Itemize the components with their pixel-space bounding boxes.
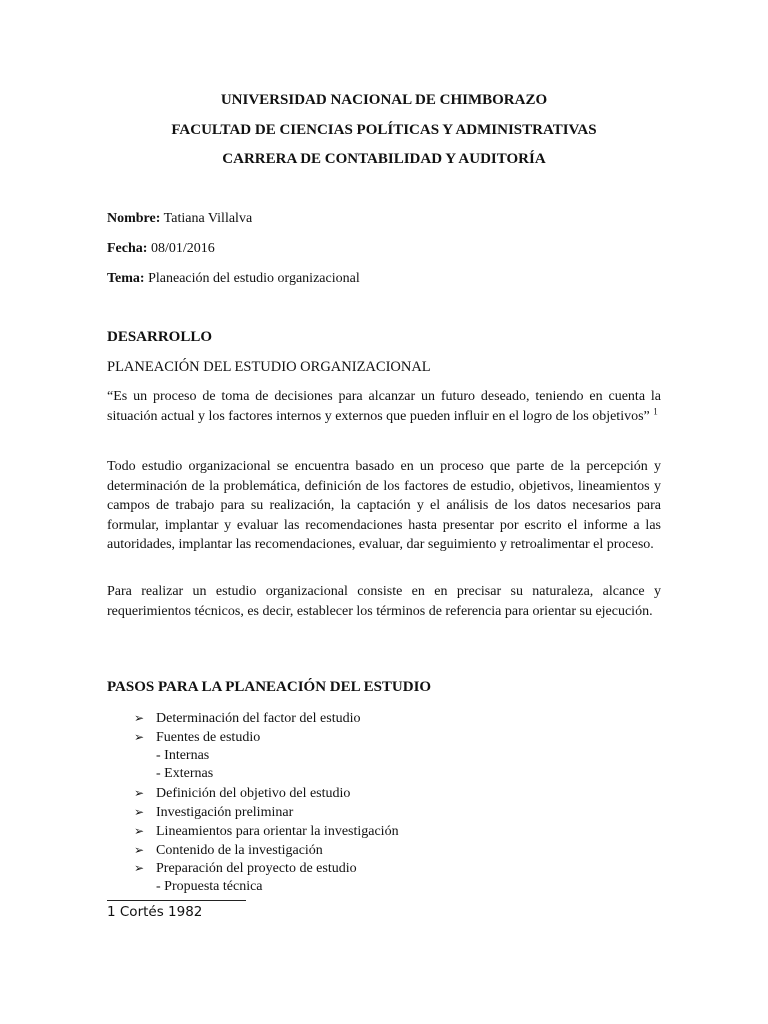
name-label: Nombre:: [107, 211, 161, 226]
list-item: ➢ Lineamientos para orientar la investigación: [134, 823, 399, 839]
topic-value: Planeación del estudio organizacional: [148, 271, 360, 286]
quote-text: “Es un proceso de toma de decisiones para alcanzar un futuro deseado, teniendo en cuenta la situación actual y los factores internos y externos que pueden influir en el logro de los objetivos”: [107, 389, 661, 424]
name-value: Tatiana Villalva: [163, 211, 253, 226]
university-title: UNIVERSIDAD NACIONAL DE CHIMBORAZO: [220, 92, 548, 108]
list-item: ➢ Definición del objetivo del estudio: [134, 786, 351, 802]
date-label: Fecha:: [107, 241, 148, 256]
topic-label: Tema:: [107, 271, 145, 286]
list-item: ➢ Preparación del proyecto de estudio: [134, 861, 357, 877]
quote-paragraph: [107, 387, 661, 426]
name-field: [107, 211, 252, 227]
footnote-divider: [107, 900, 246, 901]
list-item: ➢ Fuentes de estudio: [134, 729, 261, 745]
arrow-bullet-icon: ➢: [134, 711, 145, 725]
arrow-bullet-icon: ➢: [134, 786, 145, 801]
list-subitem: - Internas: [156, 747, 210, 763]
body-paragraph-1: Todo estudio organizacional se encuentra basado en un proceso que parte de la percepción y determinación de la problemática, definición de los factores de estudio, objetivos, lineamientos y campos de trabajo para su realización, la captación y el análisis de los datos necesarios para formular, implantar y evaluar las recomendaciones hasta presentar por escrito el informe a las autoridades, implantar las recomendaciones, evaluar, dar seguimiento y retroalimentar el proceso.: [107, 459, 661, 552]
list-subitem: - Externas: [156, 766, 214, 782]
steps-title: PASOS PARA LA PLANEACIÓN DEL ESTUDIO: [107, 679, 432, 695]
arrow-bullet-icon: ➢: [134, 823, 145, 838]
arrow-bullet-icon: ➢: [134, 729, 145, 744]
quote-footnote-ref: 1: [653, 405, 658, 416]
faculty-title: FACULTAD DE CIENCIAS POLÍTICAS Y ADMINISTRATIVAS: [171, 122, 597, 138]
date-value: 08/01/2016: [150, 241, 215, 256]
list-subitem: - Propuesta técnica: [156, 879, 263, 895]
arrow-bullet-icon: ➢: [134, 842, 145, 857]
footnote: 1 Cortés 1982: [107, 904, 203, 920]
arrow-bullet-icon: ➢: [134, 804, 145, 819]
career-title: CARRERA DE CONTABILIDAD Y AUDITORÍA: [222, 151, 546, 167]
body-paragraph-2: Para realizar un estudio organizacional consiste en en precisar su naturaleza, alcance y requerimientos técnicos, es decir, establecer los términos de referencia para orientar su ejecución.: [107, 584, 661, 619]
steps-list: [134, 709, 654, 897]
section-subtitle: PLANEACIÓN DEL ESTUDIO ORGANIZACIONAL: [107, 359, 431, 375]
date-field: [107, 241, 215, 257]
topic-field: [107, 271, 360, 287]
arrow-bullet-icon: ➢: [134, 861, 145, 876]
section-title: DESARROLLO: [107, 329, 213, 345]
list-item: ➢ Determinación del factor del estudio: [134, 711, 361, 726]
list-item: ➢ Investigación preliminar: [134, 804, 294, 820]
list-item: ➢ Contenido de la investigación: [134, 842, 323, 858]
